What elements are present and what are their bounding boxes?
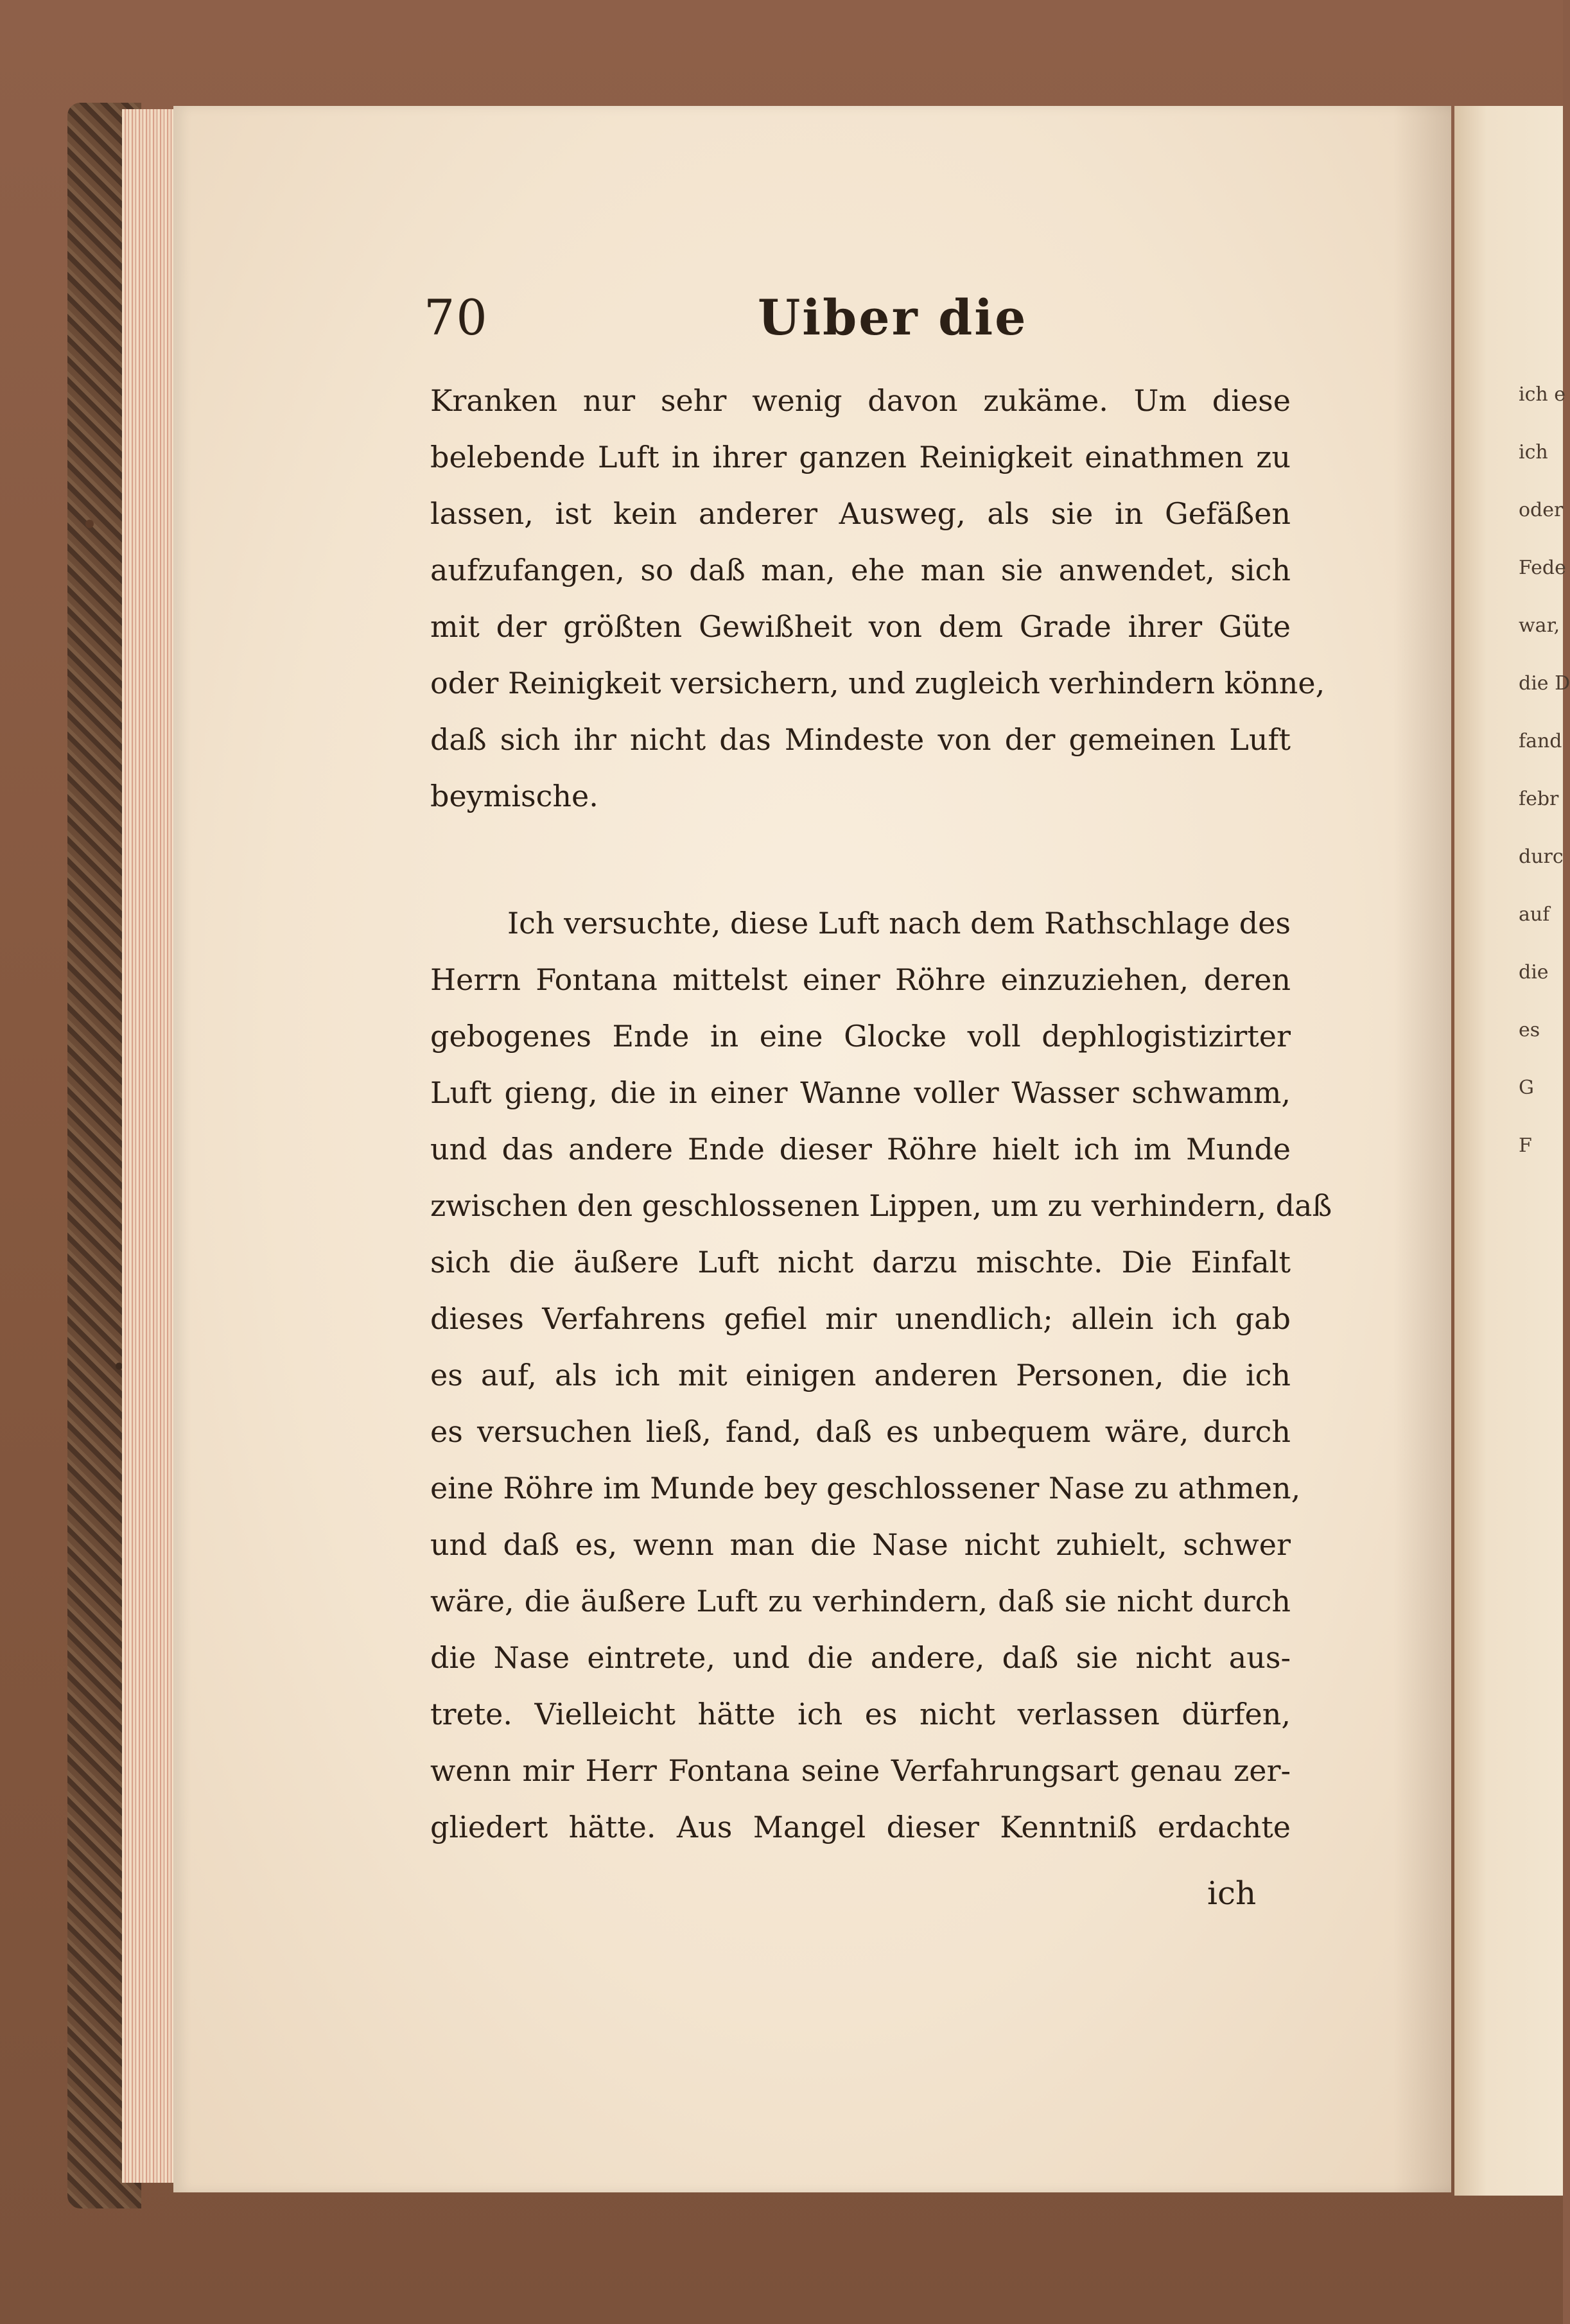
facing-fragment: die D xyxy=(1519,672,1570,695)
body-text xyxy=(430,372,1332,1855)
text-line: zwischen den geschlossenen Lippen, um zu verhindern, daß xyxy=(430,1188,1332,1223)
running-head: Uiber die xyxy=(758,289,1028,346)
facing-fragment: F xyxy=(1519,1134,1532,1157)
page-number: 70 xyxy=(424,289,489,346)
facing-fragment: die xyxy=(1519,961,1549,984)
facing-fragment: auf xyxy=(1519,903,1550,926)
paragraph-gap xyxy=(430,824,1291,895)
facing-fragment: ich xyxy=(1519,441,1548,464)
catchword: ich xyxy=(1207,1875,1257,1912)
text-line: oder Reinigkeit versichern, und zugleich verhindern könne, xyxy=(430,666,1325,700)
facing-fragment: Fede xyxy=(1519,557,1566,579)
facing-fragment: es xyxy=(1519,1019,1540,1041)
text-line: Kranken nur sehr wenig davon zukäme. Um diese xyxy=(430,383,1291,418)
text-line: und daß es, wenn man die Nase nicht zuhielt, schwer xyxy=(430,1527,1291,1562)
facing-page-text xyxy=(1519,366,1570,1175)
text-line: beymische. xyxy=(430,779,598,813)
facing-fragment: durc xyxy=(1519,845,1564,868)
text-line: sich die äußere Luft nicht darzu mischte. Die Einfalt xyxy=(430,1245,1291,1279)
text-line: und das andere Ende dieser Röhre hielt ich im Munde xyxy=(430,1132,1291,1166)
text-line: mit der größten Gewißheit von dem Grade ihrer Güte xyxy=(430,609,1291,644)
text-line: lassen, ist kein anderer Ausweg, als sie in Gefäßen xyxy=(430,496,1291,531)
text-line: daß sich ihr nicht das Mindeste von der gemeinen Luft xyxy=(430,722,1291,757)
text-line: wenn mir Herr Fontana seine Verfahrungsart genau zer- xyxy=(430,1753,1291,1788)
facing-fragment: ich e xyxy=(1519,383,1566,406)
facing-fragment: G xyxy=(1519,1077,1534,1099)
facing-fragment: fand xyxy=(1519,730,1562,752)
text-line: belebende Luft in ihrer ganzen Reinigkeit einathmen zu xyxy=(430,440,1291,474)
text-line: trete. Vielleicht hätte ich es nicht verlassen dürfen, xyxy=(430,1697,1291,1731)
facing-fragment: oder xyxy=(1519,499,1564,521)
text-line: dieses Verfahrens gefiel mir unendlich; allein ich gab xyxy=(430,1301,1291,1336)
text-line: Ich versuchte, diese Luft nach dem Rathschlage des xyxy=(507,906,1291,941)
facing-fragment: febr xyxy=(1519,788,1559,810)
text-line: gebogenes Ende in eine Glocke voll dephlogistizirter xyxy=(430,1019,1291,1054)
text-line: die Nase eintrete, und die andere, daß sie nicht aus- xyxy=(430,1640,1291,1675)
text-line: wäre, die äußere Luft zu verhindern, daß sie nicht durch xyxy=(430,1584,1291,1618)
text-line: es versuchen ließ, fand, daß es unbequem wäre, durch xyxy=(430,1414,1291,1449)
text-line: Herrn Fontana mittelst einer Röhre einzuziehen, deren xyxy=(430,962,1291,997)
text-line: aufzufangen, so daß man, ehe man sie anwendet, sich xyxy=(430,553,1291,587)
gutter-shadow xyxy=(1393,106,1451,2192)
text-line: gliedert hätte. Aus Mangel dieser Kenntniß erdachte xyxy=(430,1810,1291,1844)
text-line: es auf, als ich mit einigen anderen Personen, die ich xyxy=(430,1358,1291,1392)
text-line: Luft gieng, die in einer Wanne voller Wasser schwamm, xyxy=(430,1075,1291,1110)
text-line: eine Röhre im Munde bey geschlossener Nase zu athmen, xyxy=(430,1471,1301,1505)
facing-fragment: war, xyxy=(1519,614,1560,637)
